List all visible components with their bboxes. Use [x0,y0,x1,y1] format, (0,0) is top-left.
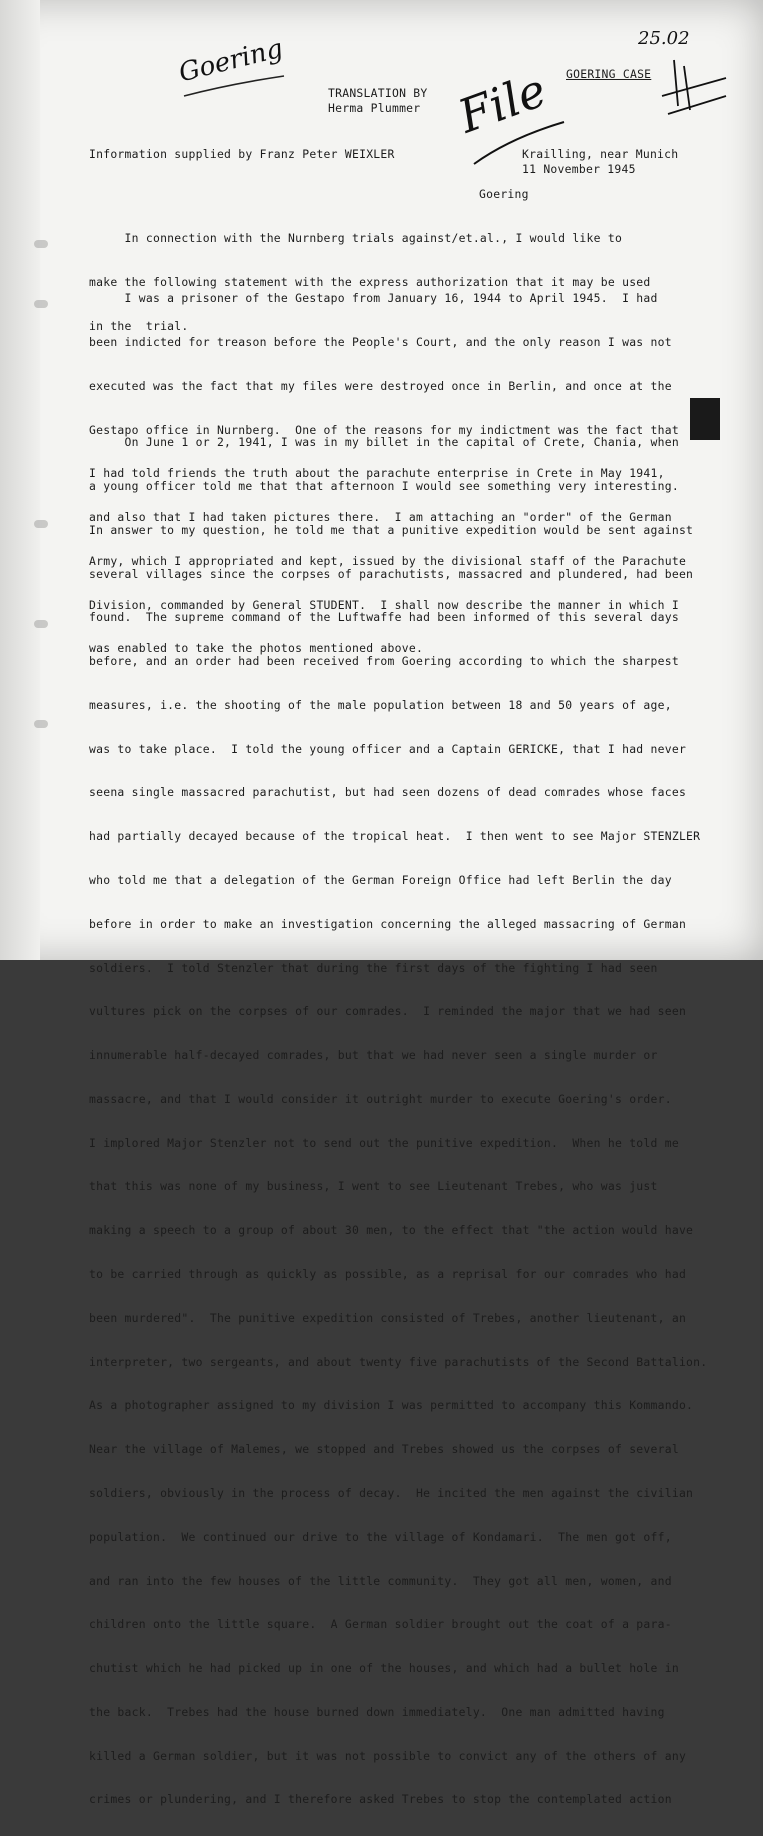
text-line: seena single massacred parachutist, but had seen dozens of dead comrades whose faces [89,785,687,800]
text-line: and also that I had taken pictures there. I am attaching an "order" of the German [89,510,672,525]
text-line: population. We continued our drive to the village of Kondamari. The men got off, [89,1529,672,1544]
text-line: In connection with the Nurnberg trials against/et.al., I would like to [89,231,623,246]
text-line: soldiers. I told Stenzler that during the first days of the fighting I had seen [89,960,658,975]
text-line: before in order to make an investigation concerning the alleged massacring of German [89,916,687,931]
handwritten-underline [180,72,290,102]
paragraph-2 [89,406,707,1836]
text-line: innumerable half-decayed comrades, but that we had never seen a single murder or [89,1048,658,1063]
place-line: Krailling, near Munich [522,147,679,161]
text-line: killed a German soldier, but it was not possible to convict any of the others of any [89,1748,687,1763]
translation-credit-line2: Herma Plummer [328,101,421,115]
text-line: crimes or plundering, and I therefore asked Trebes to stop the contemplated action [89,1792,672,1807]
text-line: Gestapo office in Nurnberg. One of the reasons for my indictment was the fact that [89,422,679,437]
text-line: executed was the fact that my files were destroyed once in Berlin, and once at the [89,378,672,393]
text-line: vultures pick on the corpses of our comrades. I reminded the major that we had seen [89,1004,687,1019]
text-line: massacre, and that I would consider it outright murder to execute Goering's order. [89,1091,672,1106]
text-line: the back. Trebes had the house burned down immediately. One man admitted having [89,1704,665,1719]
text-line: and ran into the few houses of the little community. They got all men, women, and [89,1573,672,1588]
text-line: before, and an order had been received from Goering according to which the sharpest [89,654,679,669]
text-line: I was a prisoner of the Gestapo from January 16, 1944 to April 1945. I had [89,291,658,306]
text-line: soldiers, obviously in the process of decay. He incited the men against the civilian [89,1485,694,1500]
text-line: been murdered". The punitive expedition consisted of Trebes, another lieutenant, an [89,1310,687,1325]
text-line: I had told friends the truth about the parachute enterprise in Crete in May 1941, [89,466,665,481]
text-line: been indicted for treason before the People's Court, and the only reason I was not [89,334,672,349]
text-line: In answer to my question, he told me that a punitive expedition would be sent against [89,522,694,537]
text-line: As a photographer assigned to my division I was permitted to accompany this Kommando. [89,1398,694,1413]
date-line: 11 November 1945 [522,162,636,176]
text-line: Division, commanded by General STUDENT. I shall now describe the manner in which I [89,597,679,612]
text-line: measures, i.e. the shooting of the male population between 18 and 50 years of age, [89,697,672,712]
text-line: chutist which he had picked up in one of the houses, and which had a bullet hole in [89,1661,679,1676]
text-line: that this was none of my business, I went to see Lieutenant Trebes, who was just [89,1179,658,1194]
text-line: Army, which I appropriated and kept, issued by the divisional staff of the Parachute [89,553,687,568]
handwritten-name: Goering [175,33,287,89]
handwritten-slashes [660,56,730,116]
text-line: was enabled to take the photos mentioned above. [89,641,424,656]
text-line: was to take place. I told the young officer and a Captain GERICKE, that I had never [89,741,687,756]
text-line: found. The supreme command of the Luftwaffe had been informed of this several days [89,610,679,625]
text-line: Near the village of Malemes, we stopped and Trebes showed us the corpses of several [89,1442,679,1457]
text-line: in the trial. [89,318,189,333]
handwritten-reference: 25.02 [638,28,690,49]
text-line: several villages since the corpses of parachutists, massacred and plundered, had been [89,566,694,581]
case-label: GOERING CASE [566,67,652,81]
text-line: making a speech to a group of about 30 men, to the effect that "the action would have [89,1223,694,1238]
translation-credit-line1: TRANSLATION BY [328,86,428,100]
text-line: who told me that a delegation of the German Foreign Office had left Berlin the day [89,873,672,887]
informant-line: Information supplied by Franz Peter WEIXLER [89,147,395,161]
binding-holes [28,200,58,800]
text-line: make the following statement with the express authorization that it may be used [89,274,651,289]
text-line: had partially decayed because of the tropical heat. I then went to see Major STENZLER [89,829,701,844]
text-line: children onto the little square. A German soldier brought out the coat of a para- [89,1617,672,1632]
text-line: I implored Major Stenzler not to send out the punitive expedition. When he told me [89,1135,679,1150]
handwritten-file: File [451,62,554,144]
subject-line: Goering [479,187,529,201]
text-line: On June 1 or 2, 1941, I was in my billet in the capital of Crete, Chania, when [89,435,679,450]
text-line: interpreter, two sergeants, and about twenty five parachutists of the Second Battalion. [89,1354,708,1369]
text-line: to be carried through as quickly as possible, as a reprisal for our comrades who had [89,1267,687,1282]
text-line: a young officer told me that that afternoon I would see something very interesting. [89,478,679,493]
